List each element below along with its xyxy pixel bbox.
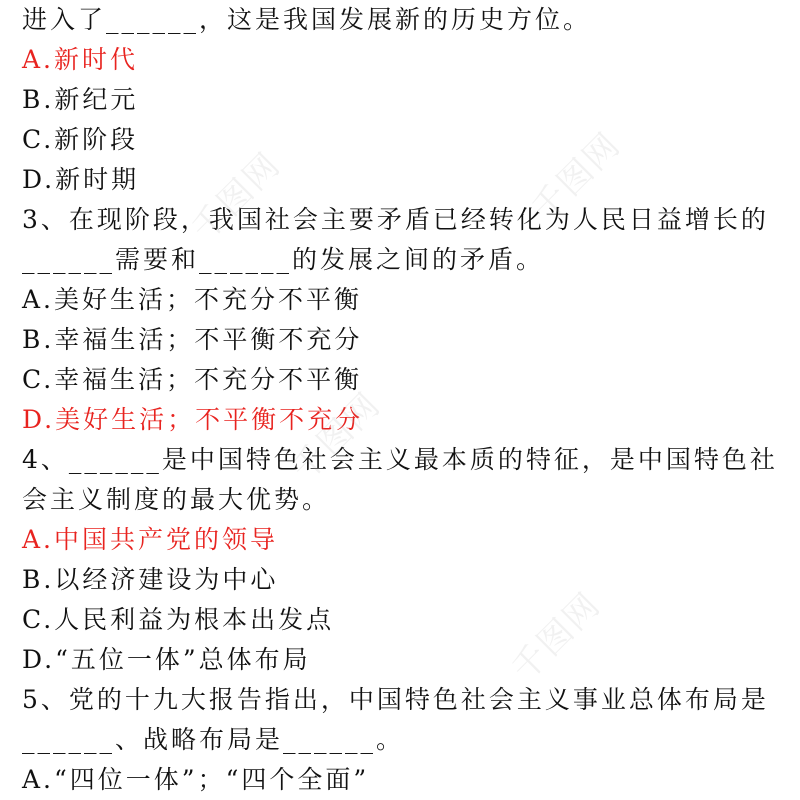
q4-option-d: D.“五位一体”总体布局 — [22, 645, 311, 674]
q4-option-a: A.中国共产党的领导 — [22, 525, 279, 554]
question-3-stem-line-1: 3、在现阶段，我国社会主要矛盾已经转化为人民日益增长的 — [22, 205, 769, 234]
q5-option-a: A.“四位一体”；“四个全面” — [22, 765, 370, 794]
q3-option-c: C.幸福生活；不充分不平衡 — [22, 365, 363, 394]
q3-option-d: D.美好生活；不平衡不充分 — [22, 405, 364, 434]
question-5-stem-line-1: 5、党的十九大报告指出，中国特色社会主义事业总体布局是 — [22, 685, 769, 714]
q4-option-b: B.以经济建设为中心 — [22, 565, 279, 594]
question-5-stem-line-2: ______、战略布局是______。 — [22, 725, 405, 754]
document-body — [22, 0, 782, 800]
question-4-stem-line-1: 4、______是中国特色社会主义最本质的特征，是中国特色社 — [22, 445, 778, 474]
question-3-stem-line-2: ______需要和______的发展之间的矛盾。 — [22, 245, 545, 274]
watermark: 千图网 — [284, 384, 389, 490]
q3-option-b: B.幸福生活；不平衡不充分 — [22, 325, 363, 354]
q2-option-d: D.新时期 — [22, 165, 140, 194]
q2-option-a: A.新时代 — [22, 45, 139, 74]
q3-option-a: A.美好生活；不充分不平衡 — [22, 285, 363, 314]
q4-option-c: C.人民利益为根本出发点 — [22, 605, 335, 634]
question-2-stem-end: 进入了______，这是我国发展新的历史方位。 — [22, 5, 592, 34]
watermark: 千图网 — [504, 584, 609, 690]
watermark: 千图网 — [524, 124, 629, 230]
q2-option-b: B.新纪元 — [22, 85, 139, 114]
q2-option-c: C.新阶段 — [22, 125, 139, 154]
watermark: 千图网 — [184, 144, 289, 250]
question-4-stem-line-2: 会主义制度的最大优势。 — [22, 485, 331, 514]
